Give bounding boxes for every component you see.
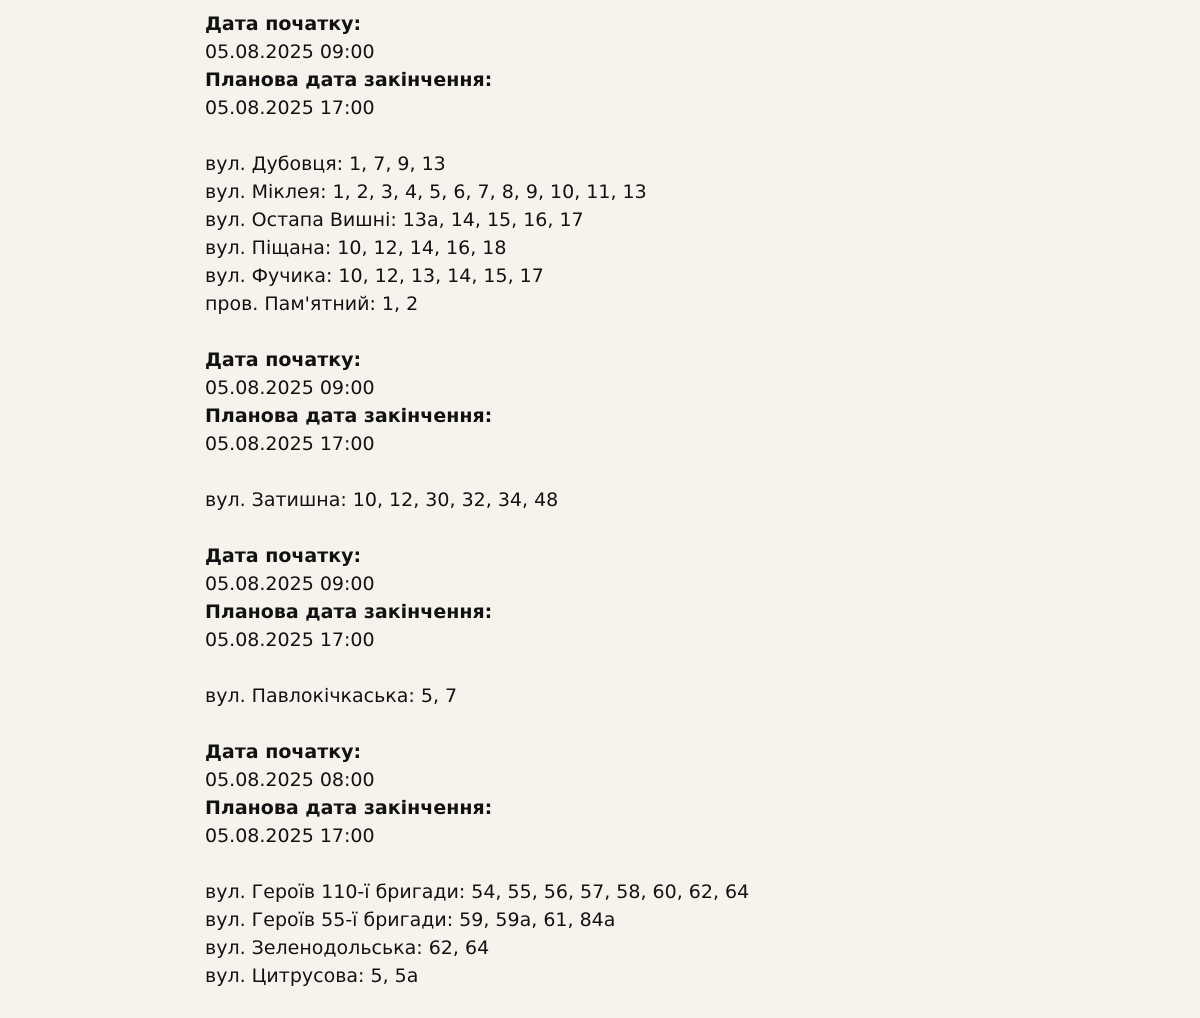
address-line: вул. Героїв 55-ї бригади: 59, 59а, 61, 84а — [205, 909, 616, 931]
spacer — [205, 458, 1105, 486]
start-date-value: 05.08.2025 09:00 — [205, 41, 375, 63]
outage-entry — [205, 542, 1105, 710]
address-line: вул. Зеленодольська: 62, 64 — [205, 937, 490, 959]
outage-entry — [205, 10, 1105, 318]
address-line: вул. Міклея: 1, 2, 3, 4, 5, 6, 7, 8, 9, 10, 11, 13 — [205, 181, 647, 203]
outage-entry — [205, 346, 1105, 514]
address-line: вул. Героїв 110-ї бригади: 54, 55, 56, 57, 58, 60, 62, 64 — [205, 881, 750, 903]
outage-list — [205, 10, 1105, 1018]
spacer — [205, 122, 1105, 150]
address-line: вул. Павлокічкаська: 5, 7 — [205, 685, 458, 707]
end-date-label: Планова дата закінчення: — [205, 405, 493, 427]
end-date-label: Планова дата закінчення: — [205, 797, 493, 819]
spacer — [205, 850, 1105, 878]
address-line: вул. Остапа Вишні: 13а, 14, 15, 16, 17 — [205, 209, 584, 231]
end-date-label: Планова дата закінчення: — [205, 601, 493, 623]
address-line: вул. Затишна: 10, 12, 30, 32, 34, 48 — [205, 489, 559, 511]
outage-entry — [205, 738, 1105, 990]
start-date-label: Дата початку: — [205, 545, 362, 567]
start-date-label: Дата початку: — [205, 13, 362, 35]
end-date-label: Планова дата закінчення: — [205, 69, 493, 91]
end-date-value: 05.08.2025 17:00 — [205, 825, 375, 847]
address-line: пров. Пам'ятний: 1, 2 — [205, 293, 419, 315]
address-line: вул. Цитрусова: 5, 5а — [205, 965, 419, 987]
address-line: вул. Дубовця: 1, 7, 9, 13 — [205, 153, 446, 175]
address-line: вул. Піщана: 10, 12, 14, 16, 18 — [205, 237, 507, 259]
start-date-label: Дата початку: — [205, 741, 362, 763]
end-date-value: 05.08.2025 17:00 — [205, 433, 375, 455]
start-date-value: 05.08.2025 09:00 — [205, 573, 375, 595]
end-date-value: 05.08.2025 17:00 — [205, 97, 375, 119]
address-line: вул. Фучика: 10, 12, 13, 14, 15, 17 — [205, 265, 544, 287]
spacer — [205, 654, 1105, 682]
end-date-value: 05.08.2025 17:00 — [205, 629, 375, 651]
start-date-value: 05.08.2025 09:00 — [205, 377, 375, 399]
start-date-value: 05.08.2025 08:00 — [205, 769, 375, 791]
start-date-label: Дата початку: — [205, 349, 362, 371]
